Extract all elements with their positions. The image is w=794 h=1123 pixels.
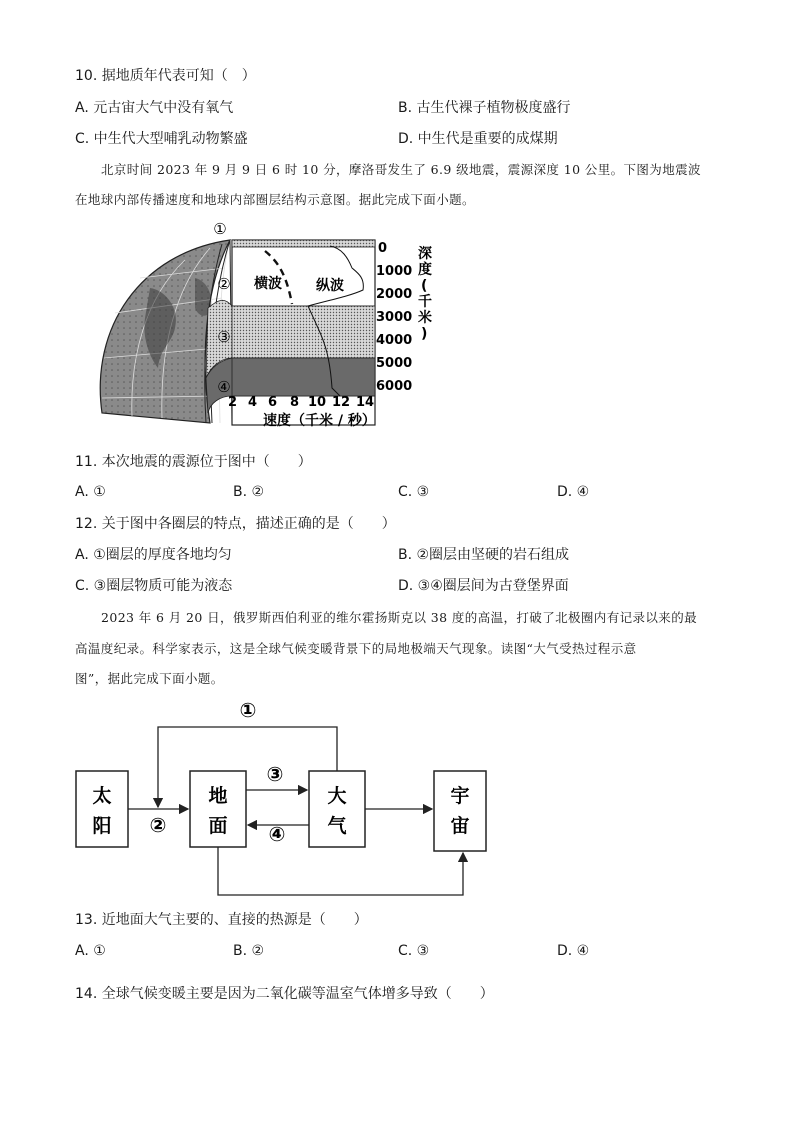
ground-char: 面 [208,815,228,837]
space-char: 宙 [450,815,470,837]
q12-option-c[interactable]: C. ③圈层物质可能为液态 [75,578,233,594]
speed-tick: 6 [268,395,278,410]
speed-tick: 14 [356,395,375,410]
earth-interior-figure [80,218,440,433]
depth-tick: 5000 [376,356,413,371]
depth-tick: 3000 [376,310,413,325]
depth-title-char: 千 [418,294,432,310]
q11-option-b[interactable]: B. ② [233,484,265,500]
depth-tick: 2000 [376,287,413,302]
q13-option-d[interactable]: D. ④ [557,943,590,959]
q13-option-a[interactable]: A. ① [75,943,106,959]
passage2-line1: 2023 年 6 月 20 日，俄罗斯西伯利亚的维尔霍扬斯克以 38 度的高温，打破了北极圈内有记录以来的最 [101,610,697,625]
q11-option-c[interactable]: C. ③ [398,484,430,500]
speed-tick: 4 [248,395,258,410]
depth-title [417,245,432,342]
passage2-line2: 高温度纪录。科学家表示，这是全球气候变暖背景下的局地极端天气现象。读图“大气受热过程示意 [75,641,637,656]
speed-title: 速度（千米 / 秒） [263,413,376,429]
q11-stem: 11. 本次地震的震源位于图中（ ） [75,454,312,470]
label-3: ③ [266,762,284,786]
speed-tick: 2 [228,395,238,410]
marker-2: ② [217,275,231,293]
marker-4: ④ [217,378,231,396]
q10-option-b[interactable]: B. 古生代裸子植物极度盛行 [398,100,571,116]
marker-3: ③ [217,328,231,346]
marker-1: ① [213,220,227,238]
q13-option-b[interactable]: B. ② [233,943,265,959]
q10-option-d[interactable]: D. 中生代是重要的成煤期 [398,131,558,147]
q13-option-c[interactable]: C. ③ [398,943,430,959]
depth-title-char: 深 [418,246,432,262]
atmosphere-heating-diagram [70,695,500,905]
depth-axis [376,241,412,394]
q10-stem: 10. 据地质年代表可知（ ） [75,68,256,84]
q11-option-a[interactable]: A. ① [75,484,106,500]
passage2-line3: 图”，据此完成下面小题。 [75,671,224,686]
depth-tick: 0 [378,241,388,256]
ground-char: 地 [208,785,228,807]
depth-title-char: ( [421,278,428,294]
q12-option-b[interactable]: B. ②圈层由坚硬的岩石组成 [398,547,570,563]
label-2: ② [149,813,167,837]
depth-title-char: 米 [418,310,432,326]
depth-tick: 1000 [376,264,413,279]
s-wave-label: 横波 [254,276,282,292]
label-1: ① [239,698,257,722]
depth-title-char: ) [421,326,428,342]
q10-option-a[interactable]: A. 元古宙大气中没有氧气 [75,100,234,116]
q12-option-a[interactable]: A. ①圈层的厚度各地均匀 [75,547,232,563]
q14-stem: 14. 全球气候变暖主要是因为二氧化碳等温室气体增多导致（ ） [75,986,494,1002]
q11-option-d[interactable]: D. ④ [557,484,590,500]
speed-tick: 10 [308,395,327,410]
sun-char: 阳 [92,815,112,837]
depth-tick: 6000 [376,379,413,394]
space-char: 宇 [450,785,470,807]
q10-option-c[interactable]: C. 中生代大型哺乳动物繁盛 [75,131,248,147]
label-4: ④ [268,822,286,846]
q12-stem: 12. 关于图中各圈层的特点，描述正确的是（ ） [75,516,396,532]
depth-tick: 4000 [376,333,413,348]
atmosphere-char: 气 [327,815,347,837]
speed-tick: 8 [290,395,300,410]
q12-option-d[interactable]: D. ③④圈层间为古登堡界面 [398,578,569,594]
atmosphere-char: 大 [327,785,347,807]
passage1-line2: 在地球内部传播速度和地球内部圈层结构示意图。据此完成下面小题。 [75,192,475,207]
speed-tick: 12 [332,395,351,410]
passage1-line1: 北京时间 2023 年 9 月 9 日 6 时 10 分，摩洛哥发生了 6.9 级地震，震源深度 10 公里。下图为地震波 [101,162,701,177]
space-box [434,771,486,851]
q13-stem: 13. 近地面大气主要的、直接的热源是（ ） [75,912,368,928]
sun-char: 太 [92,785,112,807]
depth-title-char: 度 [418,262,432,278]
p-wave-label: 纵波 [316,278,344,294]
